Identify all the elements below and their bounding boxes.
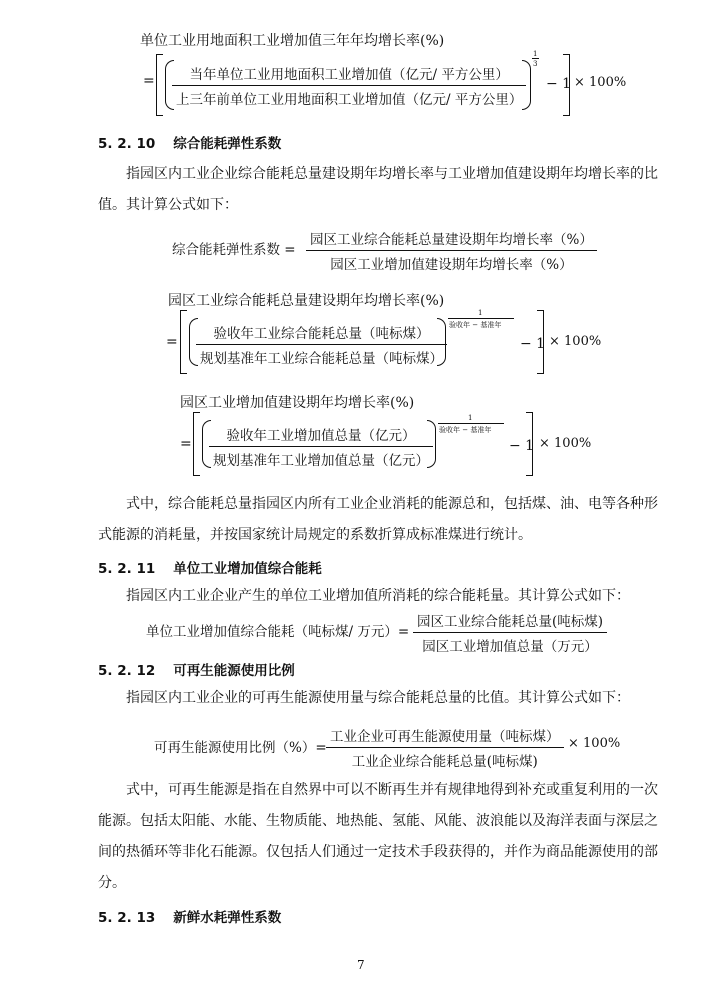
formula-4-fraction [209, 424, 433, 469]
section-number: 5. 2. 12 [98, 663, 156, 679]
formula-3-exponent-bar [448, 318, 514, 319]
formula-1-denominator: 上三年前单位工业用地面积工业增加值（亿元/ 平方公里） [176, 92, 523, 108]
formula-4-right-bracket [526, 412, 533, 476]
formula-5-denominator: 园区工业增加值总量（万元） [422, 639, 598, 655]
formula-6-numerator: 工业企业可再生能源使用量（吨标煤） [326, 725, 564, 748]
formula-1-right-paren [522, 60, 531, 110]
formula-1-numerator: 当年单位工业用地面积工业增加值（亿元/ 平方公里） [172, 63, 526, 86]
section-5-2-11-heading [98, 557, 322, 577]
formula-3-fraction [196, 322, 447, 367]
formula-4-numerator: 验收年工业增加值总量（亿元） [209, 424, 433, 447]
formula-5-label: 单位工业增加值综合能耗（吨标煤/ 万元）= [146, 624, 410, 640]
section-title: 新鲜水耗弹性系数 [173, 910, 282, 926]
section-5-2-12-note: 式中，可再生能源是指在自然界中可以不断再生并有规律地得到补充或重复利用的一次能源。包括太阳能、水能、生物质能、地热能、氢能、风能、波浪能以及海洋表面与深层之间的热循环等非化石能源。仅包括人们通过一定技术手段获得的，并作为商品能源使用的部分。 [98, 782, 658, 891]
formula-6-denominator: 工业企业综合能耗总量(吨标煤) [351, 754, 538, 770]
page-number: 7 [357, 958, 365, 972]
formula-1-exponent-bar [532, 58, 539, 59]
formula-4-minus-one: − 1 [509, 438, 535, 454]
formula-4-label: 园区工业增加值建设期年均增长率(%) [180, 395, 415, 411]
formula-6-fraction [326, 725, 564, 770]
section-5-2-10-heading [98, 132, 281, 152]
formula-1-exponent-den: 3 [533, 60, 538, 68]
formula-5-fraction [413, 610, 607, 655]
section-5-2-10-note: 式中，综合能耗总量指园区内所有工业企业消耗的能源总和，包括煤、油、电等各种形式能源的消耗量，并按国家统计局规定的系数折算成标准煤进行统计。 [98, 496, 658, 543]
section-title: 可再生能源使用比例 [173, 663, 295, 679]
formula-1-right-bracket [563, 54, 570, 116]
section-5-2-13-heading [98, 906, 281, 926]
formula-4-left-bracket [193, 412, 200, 476]
section-title: 综合能耗弹性系数 [173, 136, 282, 152]
formula-2-fraction [306, 228, 597, 273]
formula-4-denominator: 规划基准年工业增加值总量（亿元） [213, 453, 429, 469]
formula-1-label: 单位工业用地面积工业增加值三年年均增长率(%) [140, 33, 445, 49]
formula-5-numerator: 园区工业综合能耗总量(吨标煤) [413, 610, 607, 633]
formula-3-times: × 100% [549, 334, 602, 349]
formula-3-denominator: 规划基准年工业综合能耗总量（吨标煤） [200, 351, 443, 367]
section-5-2-10-paragraph: 指园区内工业企业综合能耗总量建设期年均增长率与工业增加值建设期年均增长率的比值。其计算公式如下： [98, 166, 658, 213]
formula-2-label: 综合能耗弹性系数 = [172, 242, 296, 258]
formula-4-right-paren [427, 420, 436, 468]
section-5-2-12-heading [98, 659, 295, 679]
formula-3-label: 园区工业综合能耗总量建设期年均增长率(%) [168, 293, 445, 309]
formula-6-times: × 100% [568, 736, 621, 751]
formula-3-left-bracket [180, 310, 187, 374]
formula-1-times: × 100% [574, 75, 627, 90]
section-number: 5. 2. 13 [98, 910, 156, 926]
section-5-2-11-paragraph: 指园区内工业企业产生的单位工业增加值所消耗的综合能耗量。其计算公式如下： [126, 588, 630, 604]
formula-3-exponent-den: 验收年 − 基准年 [449, 321, 502, 329]
formula-1-minus-one: − 1 [546, 76, 572, 92]
formula-3-equals: = [166, 334, 178, 350]
formula-6-label: 可再生能源使用比例（%）= [154, 740, 327, 756]
formula-3-exponent-num: 1 [478, 309, 483, 317]
formula-4-times: × 100% [539, 436, 592, 451]
formula-4-exponent-bar [438, 423, 504, 424]
formula-4-exponent-den: 验收年 − 基准年 [439, 426, 492, 434]
section-5-2-12-paragraph: 指园区内工业企业的可再生能源使用量与综合能耗总量的比值。其计算公式如下： [126, 690, 630, 706]
formula-1-equals: = [143, 73, 155, 89]
formula-2-denominator: 园区工业增加值建设期年均增长率（%） [330, 257, 573, 273]
formula-2-numerator: 园区工业综合能耗总量建设期年均增长率（%） [306, 228, 597, 251]
formula-4-exponent-num: 1 [468, 414, 473, 422]
formula-1-left-bracket [156, 54, 163, 116]
formula-1-exponent-num: 1 [533, 50, 538, 58]
formula-3-minus-one: − 1 [520, 336, 546, 352]
section-title: 单位工业增加值综合能耗 [173, 561, 322, 577]
section-number: 5. 2. 11 [98, 561, 156, 577]
formula-3-right-bracket [537, 310, 544, 374]
formula-1-fraction [172, 63, 526, 108]
formula-3-right-paren [437, 318, 446, 366]
formula-3-numerator: 验收年工业综合能耗总量（吨标煤） [196, 322, 447, 345]
section-number: 5. 2. 10 [98, 136, 156, 152]
formula-4-equals: = [180, 436, 192, 452]
